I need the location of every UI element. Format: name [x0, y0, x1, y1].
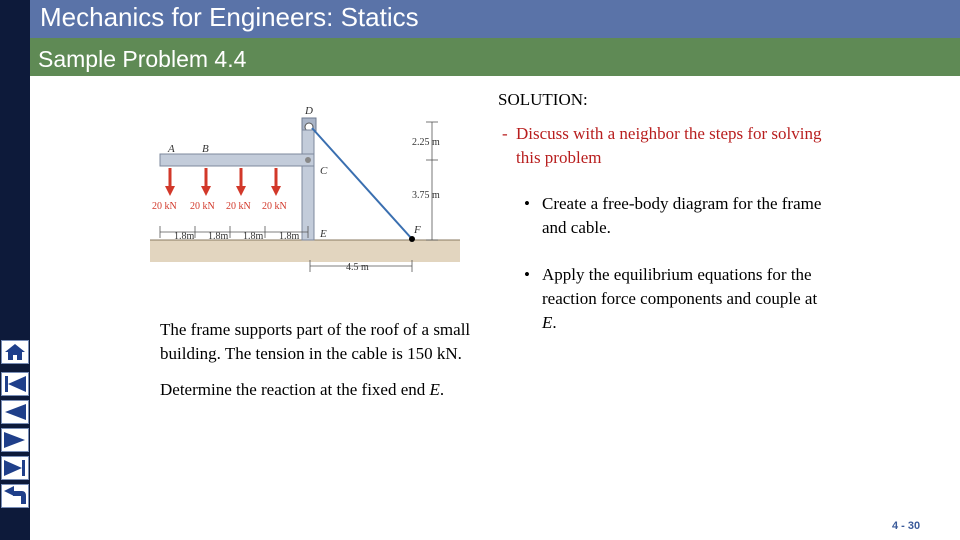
first-slide-icon [2, 373, 28, 395]
point-label-c: C [320, 165, 328, 177]
page-subtitle: Sample Problem 4.4 [38, 46, 247, 72]
point-label-b: B [202, 143, 209, 155]
spacing-label: 1.8m [279, 231, 300, 242]
last-slide-icon [2, 457, 28, 479]
home-icon [2, 341, 28, 363]
bullet-free-body [524, 192, 824, 240]
horizontal-beam [160, 154, 314, 166]
bullet-equilibrium [524, 263, 824, 335]
page-number: 4 - 30 [892, 520, 921, 532]
page-title: Mechanics for Engineers: Statics [40, 2, 419, 32]
cable [312, 128, 412, 239]
point-label-f: F [414, 224, 421, 236]
return-button[interactable] [1, 484, 29, 508]
first-slide-button[interactable] [1, 372, 29, 396]
dimension-label: 2.25 m [412, 137, 440, 148]
dimension-label: 3.75 m [412, 190, 440, 201]
point-e-reference: E [429, 380, 440, 399]
navigation-sidebar [0, 0, 30, 540]
solution-heading: SOLUTION: [498, 90, 588, 109]
vertical-member [302, 130, 314, 240]
load-label: 20 kN [190, 201, 215, 212]
bullet-marker: • [524, 265, 530, 284]
ground [150, 240, 460, 262]
return-icon [2, 485, 28, 507]
solution-panel [498, 88, 938, 332]
discussion-text: Discuss with a neighbor the steps for solving this problem [516, 124, 822, 167]
spacing-label: 1.8m [174, 231, 195, 242]
point-label-a: A [168, 143, 175, 155]
home-button[interactable] [1, 340, 29, 364]
next-slide-button[interactable] [1, 428, 29, 452]
dash-marker: - [502, 124, 508, 143]
bullet-marker: • [524, 194, 530, 213]
load-label: 20 kN [152, 201, 177, 212]
previous-slide-button[interactable] [1, 400, 29, 424]
subtitle-band [30, 38, 960, 76]
point-label-e: E [320, 228, 327, 240]
spacing-label: 1.8m [243, 231, 264, 242]
problem-statement [160, 318, 490, 414]
frame-diagram [150, 100, 460, 280]
dimension-label: 4.5 m [346, 262, 369, 273]
problem-question: Determine the reaction at the fixed end E. [160, 380, 445, 399]
next-slide-icon [2, 429, 28, 451]
bullet-text: Create a free-body diagram for the frame and cable. [542, 194, 822, 237]
discussion-item [502, 122, 832, 170]
last-slide-button[interactable] [1, 456, 29, 480]
title-band [30, 0, 960, 38]
bullet-text: Apply the equilibrium equations for the reaction force components and couple at E. [542, 265, 818, 332]
point-e-reference: E [542, 313, 553, 332]
spacing-label: 1.8m [208, 231, 229, 242]
frame-figure [150, 100, 460, 280]
load-label: 20 kN [262, 201, 287, 212]
load-label: 20 kN [226, 201, 251, 212]
previous-slide-icon [2, 401, 28, 423]
problem-description: The frame supports part of the roof of a small building. The tension in the cable is 150 kN. [160, 320, 471, 363]
point-label-d: D [305, 105, 313, 117]
